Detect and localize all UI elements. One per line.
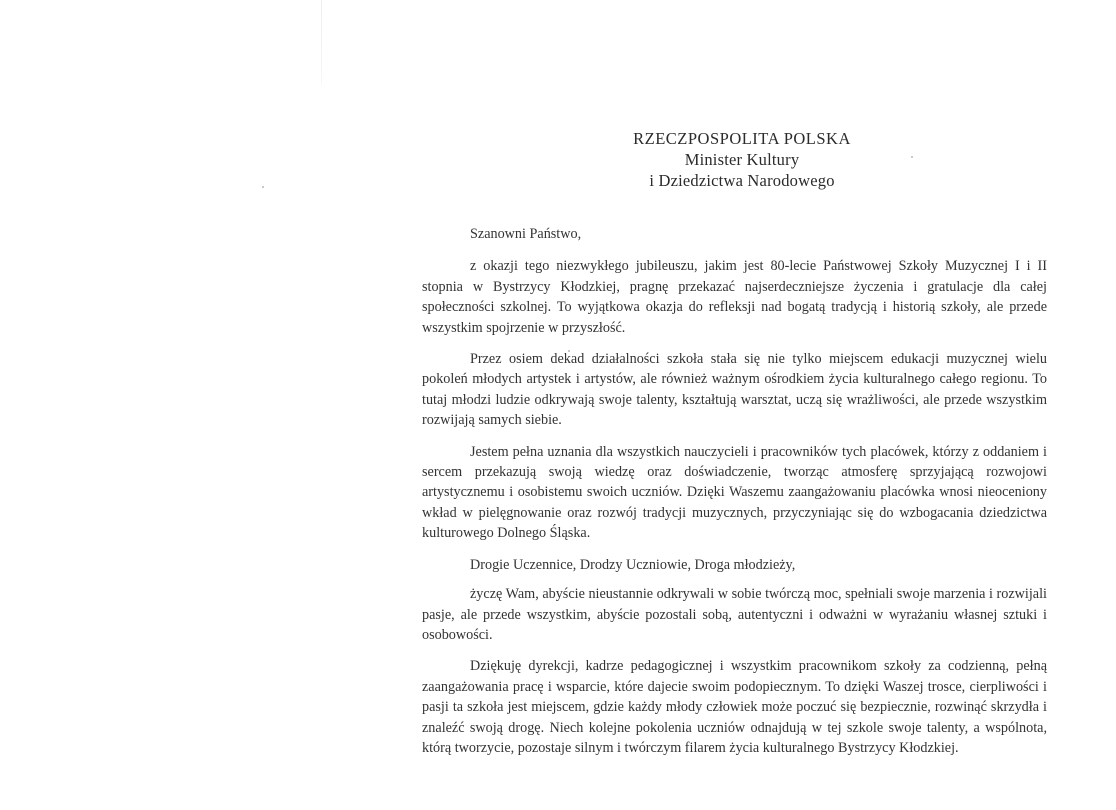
letterhead-country: RZECZPOSPOLITA POLSKA (633, 129, 851, 148)
letterhead (420, 128, 1064, 191)
paragraph-jubilee: z okazji tego niezwykłego jubileuszu, jakim jest 80-lecie Państwowej Szkoły Muzycznej I i II stopnia w Bystrzycy Kłodzkiej, pragnę przekazać najserdeczniejsze życzenia i gratulacje dla całej społeczności szkolnej. To wyjątkowa okazja do refleksji nad bogatą tradycją i historią szkoły, ale przede wszystkim spojrzenie w przyszłość. (422, 258, 1047, 336)
address-students: Drogie Uczennice, Drodzy Uczniowie, Droga młodzieży, (470, 556, 796, 573)
letterhead-office-continued: i Dziedzictwa Narodowego (649, 171, 835, 190)
salutation: Szanowni Państwo, (470, 226, 582, 242)
letter-body (422, 224, 1047, 769)
letterhead-office: Minister Kultury (684, 150, 800, 169)
paragraph-thanks: Dziękuję dyrekcji, kadrze pedagogicznej i wszystkim pracownikom szkoły za codzienną, pełną zaangażowania pracę i wsparcie, które dajecie swoim podopiecznym. To dzięki Waszej trosce, cierpliwości i pasji ta szkoła jest miejscem, gdzie każdy młody człowiek może poczuć się bezpiecznie, rozwinąć skrzydła i znaleźć swoją drogę. Niech kolejne pokolenia uczniów odnajdują w tej szkole swoje talenty, a wspólnota, którą tworzycie, pozostaje silnym i twórczym filarem życia kulturalnego Bystrzycy Kłodzkiej. (422, 658, 1047, 756)
scan-speck (262, 186, 264, 188)
paragraph-history: Przez osiem dekad działalności szkoła stała się nie tylko miejscem edukacji muzycznej wielu pokoleń młodych artystek i artystów, ale również ważnym ośrodkiem życia kulturalnego całego regionu. To tutaj młodzi ludzie odkrywają swoje talenty, kształtują warsztat, uczą się wrażliwości, ale przede wszystkim rozwijają samych siebie. (422, 351, 1047, 429)
scan-artifact-line (321, 0, 322, 85)
paragraph-wishes: życzę Wam, abyście nieustannie odkrywali w sobie twórczą moc, spełniali swoje marzenia i rozwijali pasje, ale przede wszystkim, abyście pozostali sobą, autentyczni i odważni w wyrażaniu własnej sztuki i osobowości. (422, 586, 1047, 643)
paragraph-teachers: Jestem pełna uznania dla wszystkich nauczycieli i pracowników tych placówek, którzy z oddaniem i sercem przekazują swoją wiedzę oraz doświadczenie, tworząc atmosferę sprzyjającą rozwojowi artystycznemu i osobistemu swoich uczniów. Dzięki Waszemu zaangażowaniu placówka wnosi nieoceniony wkład w pielęgnowanie oraz rozwój tradycji muzycznych, przyczyniając się do wzbogacania dziedzictwa kulturowego Dolnego Śląska. (422, 443, 1047, 542)
